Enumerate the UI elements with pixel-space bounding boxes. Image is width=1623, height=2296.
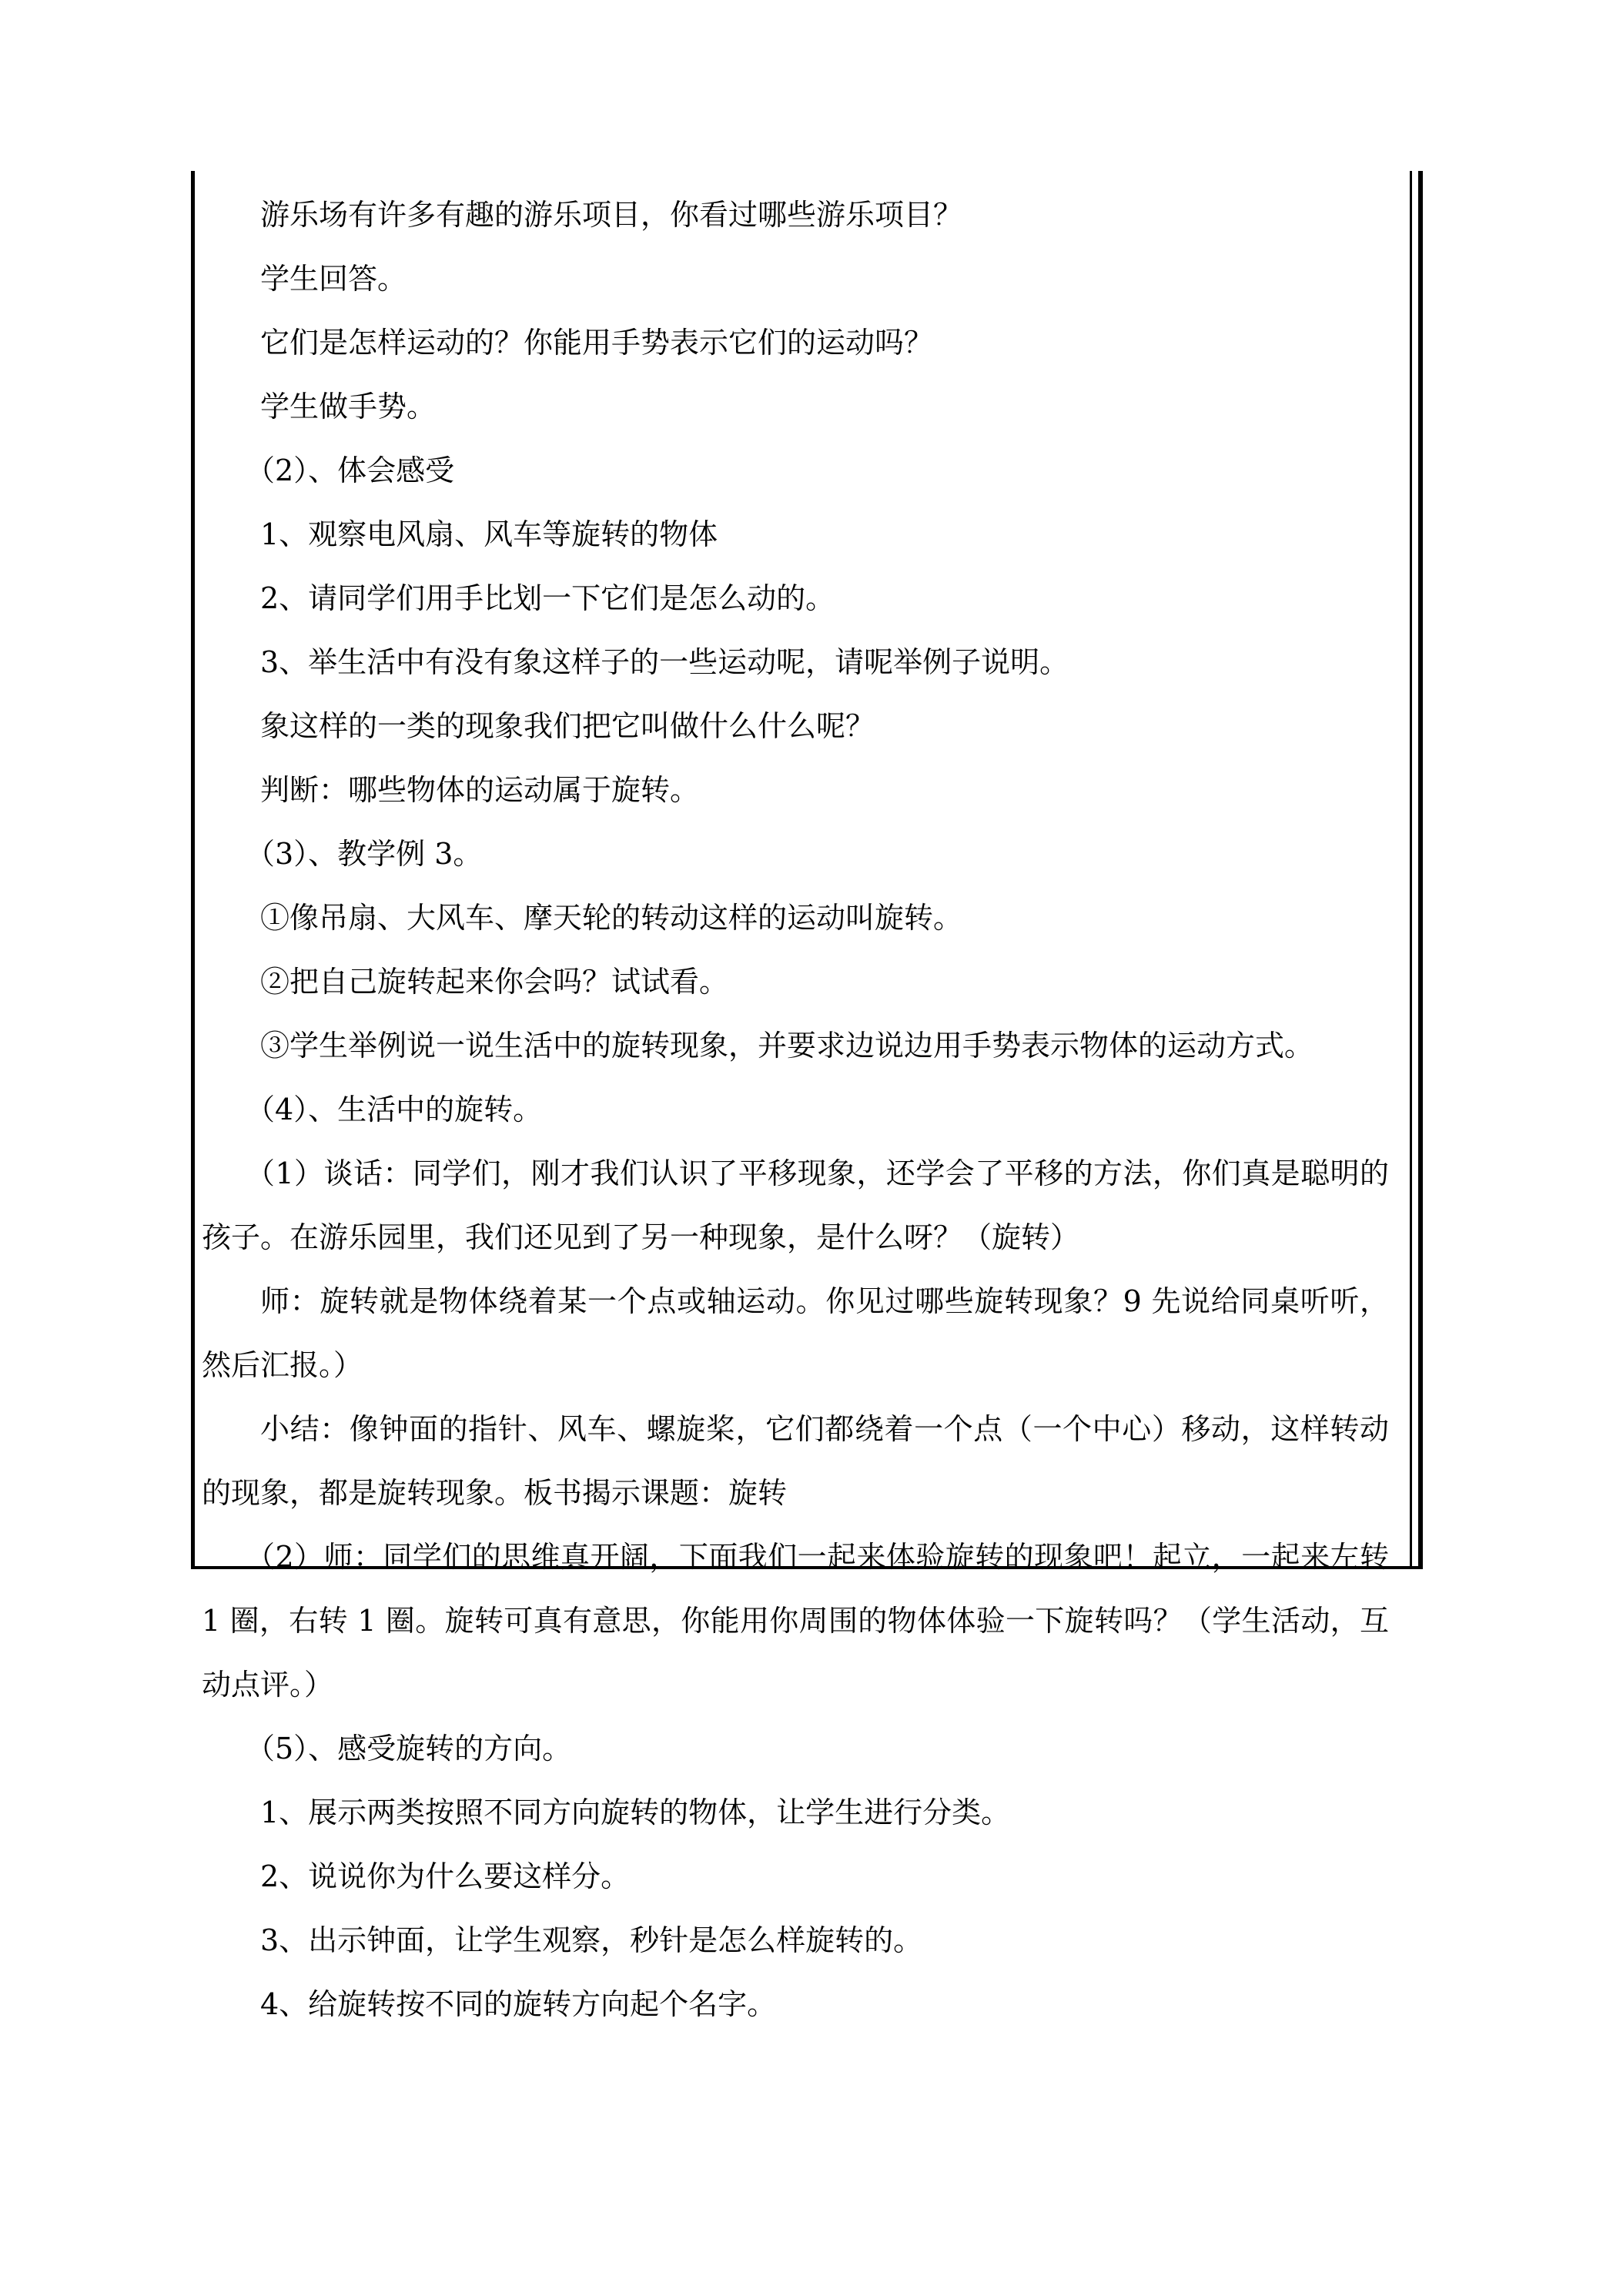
lesson-paragraph: 1、观察电风扇、风车等旋转的物体 bbox=[260, 517, 718, 551]
lesson-paragraph: 它们是怎样运动的？你能用手势表示它们的运动吗？ bbox=[260, 326, 934, 360]
lesson-paragraph: （2）、体会感受 bbox=[246, 454, 455, 487]
lesson-content bbox=[191, 183, 1407, 2037]
lesson-paragraph: 学生做手势。 bbox=[260, 390, 437, 423]
table-border-right-inner bbox=[1410, 171, 1412, 1569]
lesson-paragraph: ③学生举例说一说生活中的旋转现象，并要求边说边用手势表示物体的运动方式。 bbox=[260, 1029, 1314, 1063]
table-border-right-outer bbox=[1418, 171, 1423, 1569]
lesson-paragraph: 象这样的一类的现象我们把它叫做什么什么呢？ bbox=[260, 709, 875, 743]
lesson-plan-table-cell bbox=[191, 171, 1423, 2021]
lesson-paragraph: 3、出示钟面，让学生观察，秒针是怎么样旋转的。 bbox=[260, 1923, 923, 1957]
lesson-paragraph: 1、展示两类按照不同方向旋转的物体，让学生进行分类。 bbox=[260, 1796, 1011, 1829]
lesson-paragraph: 师：旋转就是物体绕着某一个点或轴运动。你见过哪些旋转现象？9 先说给同桌听听，然后汇报。） bbox=[202, 1284, 1389, 1382]
lesson-paragraph: ②把自己旋转起来你会吗？试试看。 bbox=[260, 965, 729, 999]
lesson-paragraph: 学生回答。 bbox=[260, 262, 407, 296]
lesson-paragraph: （1）谈话：同学们，刚才我们认识了平移现象，还学会了平移的方法，你们真是聪明的孩子。在游乐园里，我们还见到了另一种现象，是什么呀？（旋转） bbox=[202, 1156, 1389, 1254]
lesson-paragraph: ①像吊扇、大风车、摩天轮的转动这样的运动叫旋转。 bbox=[260, 901, 963, 935]
lesson-paragraph: （3）、教学例 3。 bbox=[246, 837, 483, 871]
lesson-paragraph: 2、说说你为什么要这样分。 bbox=[260, 1859, 631, 1893]
lesson-paragraph: 游乐场有许多有趣的游乐项目，你看过哪些游乐项目？ bbox=[260, 198, 963, 232]
lesson-paragraph: （2）师：同学们的思维真开阔，下面我们一起来体验旋转的现象吧！起立，一起来左转 1 圈，右转 1 圈。旋转可真有意思，你能用你周围的物体体验一下旋转吗？（学生活动，互动点评。） bbox=[202, 1540, 1389, 1702]
lesson-paragraph: 2、请同学们用手比划一下它们是怎么动的。 bbox=[260, 581, 835, 615]
lesson-paragraph: （5）、感受旋转的方向。 bbox=[246, 1732, 572, 1766]
lesson-paragraph: 4、给旋转按不同的旋转方向起个名字。 bbox=[260, 1987, 777, 2021]
lesson-paragraph: 判断：哪些物体的运动属于旋转。 bbox=[260, 773, 700, 807]
lesson-paragraph: 小结：像钟面的指针、风车、螺旋桨，它们都绕着一个点（一个中心）移动，这样转动的现象，都是旋转现象。板书揭示课题：旋转 bbox=[202, 1412, 1389, 1510]
lesson-paragraph: 3、举生活中有没有象这样子的一些运动呢，请呢举例子说明。 bbox=[260, 645, 1069, 679]
lesson-paragraph: （4）、生活中的旋转。 bbox=[246, 1093, 543, 1126]
